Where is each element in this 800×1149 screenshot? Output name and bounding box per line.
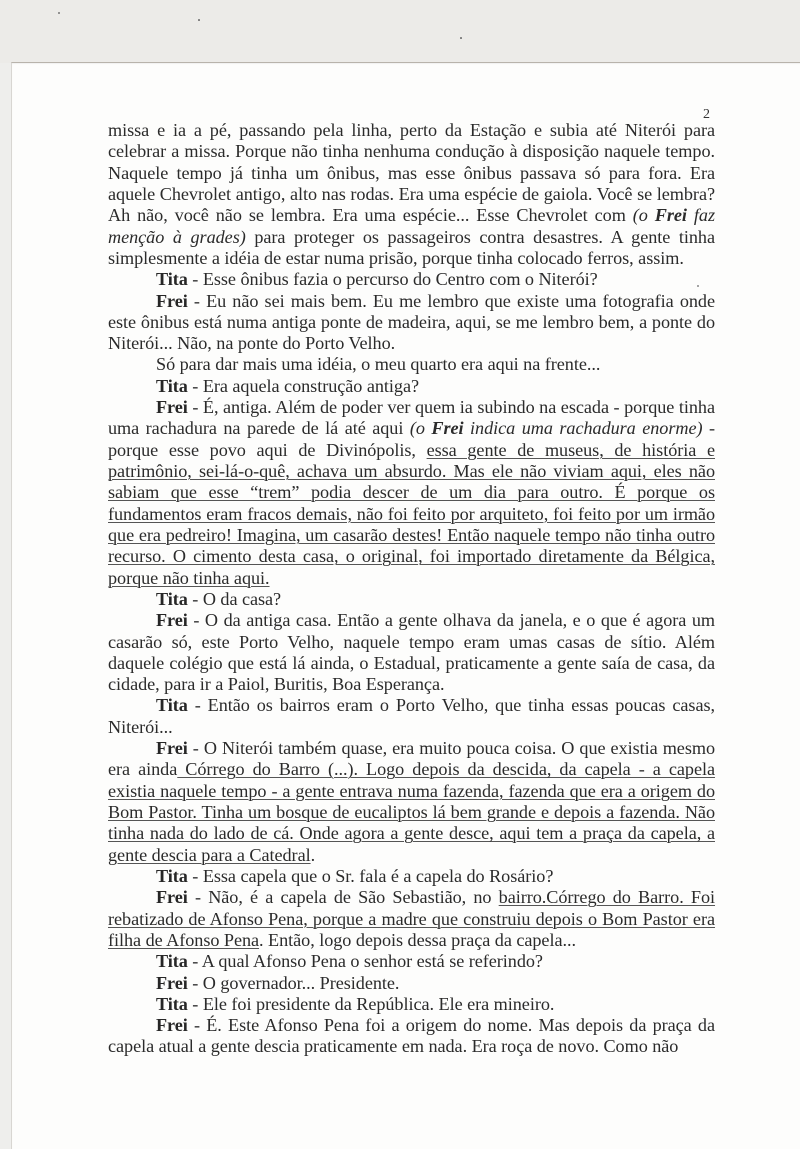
stage-direction-speaker: Frei [431, 418, 464, 439]
text-run: - Essa capela que o Sr. fala é a capela do Rosário? [187, 865, 554, 886]
text-run: - Não, é a capela de São Sebastião, no [187, 887, 499, 908]
text-run: - Era aquela construção antiga? [187, 375, 419, 396]
dialogue-paragraph-tita [108, 695, 715, 738]
dialogue-paragraph-tita [108, 589, 715, 610]
text-run: para proteger os passageiros contra desastres. A gente tinha simplesmente a idéia de estar numa prisão, porque tinha colocado ferros, assim. [108, 226, 716, 268]
dialogue-paragraph-tita [108, 376, 715, 397]
text-run: - Eu não sei mais bem. Eu me lembro que existe uma fotografia onde este ônibus está numa antiga ponte de madeira, aqui, se me lembro bem, a ponte do Niterói... Não, na ponte do Porto Velho. [108, 290, 715, 354]
page-number: 2 [703, 107, 710, 122]
text-run: Só para dar mais uma idéia, o meu quarto era aqui na frente... [156, 354, 601, 375]
speaker-label: Frei [156, 1015, 188, 1036]
speaker-label: Tita [156, 588, 188, 609]
text-run: - A qual Afonso Pena o senhor está se referindo? [187, 951, 543, 972]
speaker-label: Tita [156, 269, 188, 290]
text-run: - porque esse povo aqui de Divinópolis, [108, 418, 715, 460]
speaker-label: Tita [156, 695, 188, 716]
speaker-label: Frei [156, 887, 188, 908]
dialogue-paragraph-frei [108, 397, 715, 589]
text-run: - O da antiga casa. Então a gente olhava da janela, e o que é agora um casarão só, este Porto Velho, naquele tempo eram umas casas de sítio. Além daquele colégio que está lá ainda, o Estadual, praticamente a gente saía de casa, da cidade, para ir a Paiol, Buritis, Boa Esperança. [108, 610, 715, 695]
text-run: . [310, 844, 316, 865]
text-run: - O Niterói também quase, era muito pouca coisa. O que existia mesmo era ainda [108, 738, 715, 780]
text-run: - É. Este Afonso Pena foi a origem do nome. Mas depois da praça da capela atual a gente descia praticamente em nada. Era roça de novo. Como não [108, 1015, 715, 1057]
stage-direction: faz menção à grades) [108, 205, 715, 247]
scan-speck [198, 19, 200, 21]
text-run: missa e ia a pé, passando pela linha, perto da Estação e subia até Niterói para celebrar a missa. Porque não tinha nenhuma condução à disposição naquele tempo. Naquele tempo já tinha um ônibus, mas esse ônibus passava só para fora. Era aquele Chevrolet antigo, alto nas rodas. Era uma espécie de gaiola. Você se lembra? Ah não, você não se lembra. Era uma espécie... Esse Chevrolet com [108, 120, 715, 226]
speaker-label: Tita [156, 375, 188, 396]
speaker-label: Frei [156, 290, 188, 311]
dialogue-paragraph-tita [108, 269, 715, 290]
dialogue-paragraph-tita [108, 994, 715, 1015]
speaker-label: Frei [156, 397, 188, 418]
stage-direction-speaker: Frei [654, 205, 687, 226]
dialogue-paragraph-frei [108, 610, 715, 695]
dialogue-paragraph-frei [108, 1015, 715, 1058]
dialogue-paragraph-frei [108, 887, 715, 951]
speaker-label: Tita [156, 865, 188, 886]
interview-transcript [108, 120, 715, 1058]
scan-background-strip [0, 0, 800, 63]
text-run: . Então, logo depois dessa praça da capela... [259, 929, 576, 950]
dialogue-paragraph-tita [108, 951, 715, 972]
underlined-passage: bairro.Córrego do Barro. Foi rebatizado de Afonso Pena, porque a madre que construiu depois o Bom Pastor era filha de Afonso Pena [108, 887, 716, 950]
stage-direction: (o [632, 205, 655, 226]
underlined-passage: essa gente de museus, de história e patrimônio, sei-lá-o-quê, achava um absurdo. Mas ele não viviam aqui, eles não sabiam que esse “trem” podia descer de um dia para outro. É porque os fundamentos eram fracos demais, não foi feito por arquiteto, foi feito por um irmão que era pedreiro! Imagina, um casarão destes! Então naquele tempo não tinha outro recurso. O cimento desta casa, o original, foi importado diretamente da Bélgica, porque não tinha aqui. [108, 439, 715, 588]
underlined-passage: Córrego do Barro (...). Logo depois da descida, da capela - a capela existia naquele tempo - a gente entrava numa fazenda, fazenda que era a origem do Bom Pastor. Tinha um bosque de eucaliptos lá bem grande e depois a fazenda. Não tinha nada do lado de cá. Onde agora a gente desce, aqui tem a praça da capela, a gente descia para a Catedral [108, 759, 715, 865]
dialogue-paragraph-tita [108, 866, 715, 887]
text-run: - O governador... Presidente. [187, 972, 400, 993]
paragraph [108, 354, 715, 375]
scan-speck [58, 12, 60, 14]
text-run: - É, antiga. Além de poder ver quem ia subindo na escada - porque tinha uma rachadura na parede de lá até aqui [108, 397, 715, 439]
speaker-label: Frei [156, 610, 188, 631]
speaker-label: Frei [156, 738, 188, 759]
stage-direction: (o [409, 418, 432, 439]
paragraph [108, 120, 715, 269]
dialogue-paragraph-frei [108, 738, 715, 866]
speaker-label: Tita [156, 993, 188, 1014]
dialogue-paragraph-frei [108, 973, 715, 994]
speaker-label: Frei [156, 972, 188, 993]
dialogue-paragraph-frei [108, 291, 715, 355]
scan-speck [460, 37, 462, 39]
text-run: - O da casa? [187, 588, 282, 609]
text-run: - Esse ônibus fazia o percurso do Centro com o Niterói? [187, 269, 598, 290]
text-run: - Ele foi presidente da República. Ele era mineiro. [187, 993, 555, 1014]
stage-direction: indica uma rachadura enorme) [463, 418, 703, 439]
speaker-label: Tita [156, 951, 188, 972]
text-run: - Então os bairros eram o Porto Velho, que tinha essas poucas casas, Niterói... [108, 695, 715, 737]
